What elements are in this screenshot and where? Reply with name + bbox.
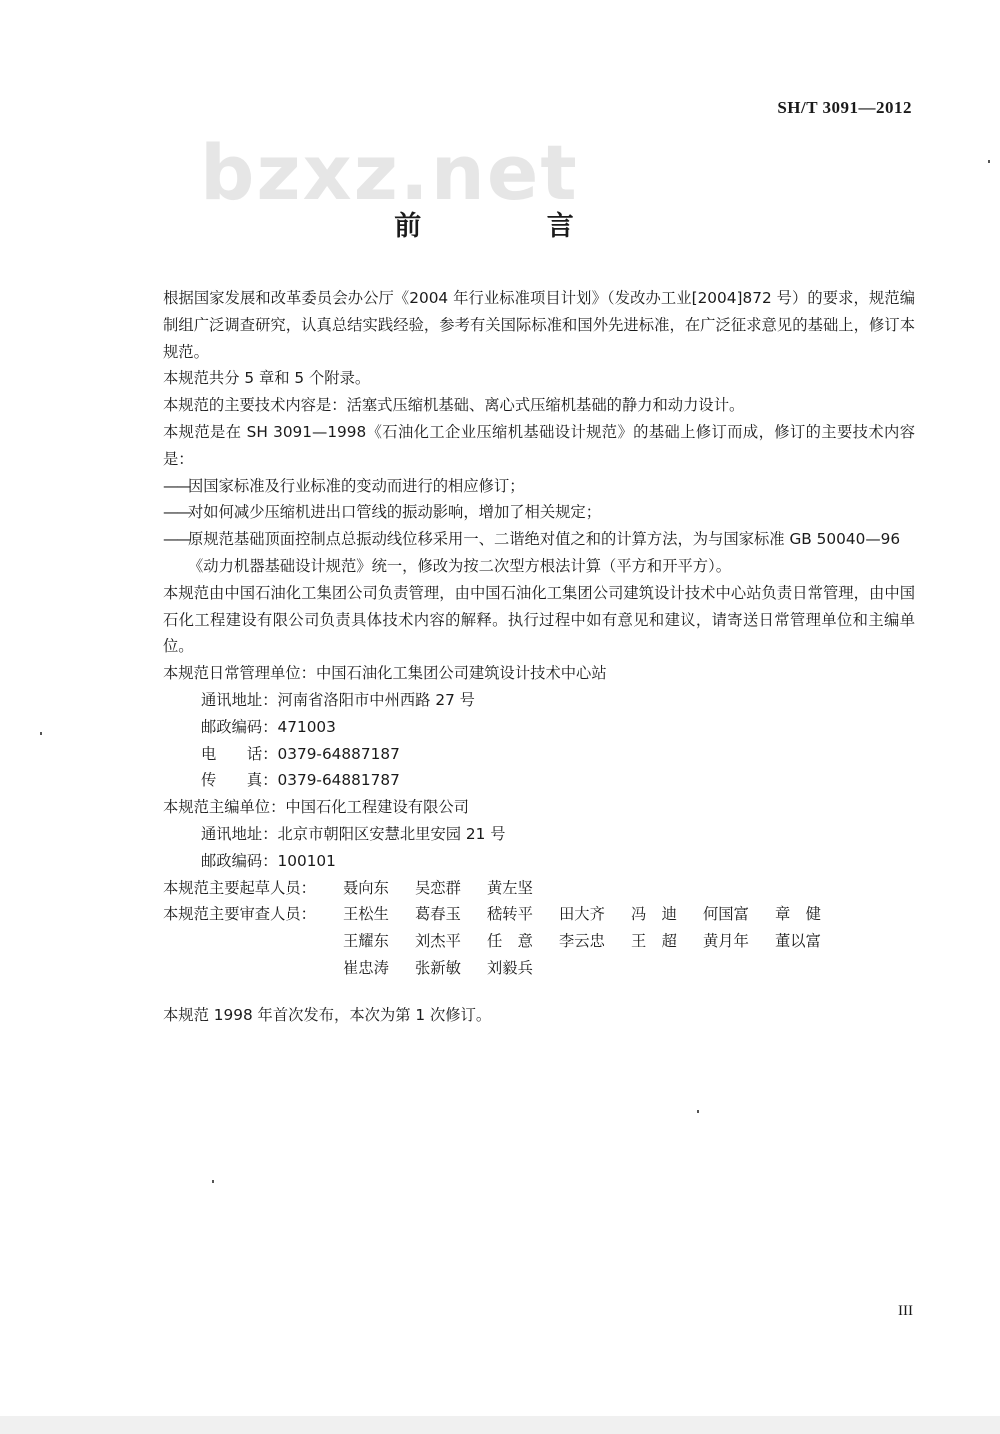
reviewer-name: 葛春玉 [415, 905, 461, 924]
reviewer-name: 董以富 [775, 932, 821, 951]
reviewer-name: 王松生 [343, 905, 389, 924]
drafter-name: 吴恋群 [415, 878, 461, 897]
scan-speck [40, 732, 42, 735]
reviewer-name: 任 意 [487, 932, 533, 951]
scan-speck [697, 1110, 699, 1113]
scan-speck [212, 1180, 214, 1183]
postcode-label: 邮政编码： [201, 851, 278, 870]
postcode-label: 邮政编码： [201, 717, 278, 736]
chief-unit-row [163, 794, 915, 821]
chief-unit-label: 本规范主编单位： [163, 798, 286, 817]
revision-item-text: 因国家标准及行业标准的变动而进行的相应修订； [188, 476, 525, 495]
address-value: 北京市朝阳区安慧北里安园 21 号 [277, 824, 506, 843]
page-bottom-edge [0, 1416, 1000, 1434]
scan-speck [988, 160, 990, 163]
paragraph-plan-basis-text: 根据国家发展和改革委员会办公厅《2004 年行业标准项目计划》（发改办工业[2004]872 号）的要求，规范编制组广泛调查研究，认真总结实践经验，参考有关国际标准和国外先进标准，在广泛征求意见的基础上，修订本规范。 [163, 289, 915, 361]
address-label: 通讯地址： [201, 690, 278, 709]
phone-label: 电 话： [201, 744, 278, 763]
management-unit-row [163, 660, 915, 687]
names-row [343, 955, 915, 982]
reviewers-label: 本规范主要审查人员： [163, 905, 316, 924]
reviewer-name: 李云忠 [559, 932, 605, 951]
revision-item [163, 473, 915, 500]
drafters-label: 本规范主要起草人员： [163, 878, 316, 897]
chief-address-row [163, 821, 915, 848]
page-number: III [898, 1303, 913, 1319]
reviewer-name: 何国富 [703, 905, 749, 924]
preface-body [163, 285, 915, 1029]
names-row [343, 928, 915, 955]
revision-item-text: 对如何减少压缩机进出口管线的振动影响，增加了相关规定； [188, 503, 602, 522]
drafters-list [343, 875, 915, 902]
phone-value: 0379-64887187 [277, 744, 400, 763]
reviewer-name: 王 超 [631, 932, 677, 951]
management-postcode-row [163, 714, 915, 741]
paragraph-management: 本规范由中国石油化工集团公司负责管理，由中国石油化工集团公司建筑设计技术中心站负责日常管理，由中国石化工程建设有限公司负责具体技术内容的解释。执行过程中如有意见和建议，请寄送日常管理单位和主编单位。 [163, 583, 915, 656]
spacer [163, 982, 915, 1002]
revision-item-text: 原规范基础顶面控制点总振动线位移采用一、二谐绝对值之和的计算方法，为与国家标准 GB 50040—96《动力机器基础设计规范》统一，修改为按二次型方根法计算（平方和开平方）。 [188, 530, 901, 575]
drafter-name: 黄左坚 [487, 878, 533, 897]
reviewer-name: 黄月年 [703, 932, 749, 951]
paragraph-structure: 本规范共分 5 章和 5 个附录。 [163, 369, 371, 388]
drafters-row [163, 875, 915, 902]
reviewer-name: 王耀东 [343, 932, 389, 951]
paragraph-plan-basis [163, 285, 915, 365]
watermark: bzxz.net [200, 128, 579, 217]
address-label: 通讯地址： [201, 824, 278, 843]
postcode-value: 100101 [277, 851, 336, 870]
page-title: 前 言 [394, 211, 632, 242]
paragraph-main-content: 本规范的主要技术内容是：活塞式压缩机基础、离心式压缩机基础的静力和动力设计。 [163, 396, 745, 415]
fax-value: 0379-64881787 [277, 771, 400, 790]
management-unit-label: 本规范日常管理单位： [163, 664, 316, 683]
chief-postcode-row [163, 848, 915, 875]
revision-item [163, 499, 915, 526]
names-row [343, 901, 915, 928]
standard-code: SH/T 3091—2012 [777, 98, 912, 117]
management-fax-row [163, 767, 915, 794]
drafter-name: 聂向东 [343, 878, 389, 897]
postcode-value: 471003 [277, 717, 336, 736]
dash-mark: —— [163, 476, 190, 495]
management-phone-row [163, 741, 915, 768]
management-unit-name: 中国石油化工集团公司建筑设计技术中心站 [315, 664, 607, 683]
address-value: 河南省洛阳市中州西路 27 号 [277, 690, 475, 709]
dash-mark: —— [163, 503, 190, 522]
reviewer-name: 章 健 [775, 905, 821, 924]
reviewer-name: 冯 迪 [631, 905, 677, 924]
reviewer-name: 刘杰平 [415, 932, 461, 951]
revision-item [163, 526, 915, 580]
reviewer-name: 张新敏 [415, 958, 461, 977]
reviewer-name: 刘毅兵 [487, 958, 533, 977]
reviewer-name: 嵇转平 [487, 905, 533, 924]
reviewers-row [163, 901, 915, 981]
dash-mark: —— [163, 530, 190, 549]
reviewers-list [343, 901, 915, 981]
reviewer-name: 田大齐 [559, 905, 605, 924]
names-row [343, 875, 915, 902]
release-note: 本规范 1998 年首次发布，本次为第 1 次修订。 [163, 1005, 492, 1024]
reviewer-name: 崔忠涛 [343, 958, 389, 977]
management-address-row [163, 687, 915, 714]
chief-unit-name: 中国石化工程建设有限公司 [285, 798, 469, 817]
paragraph-revision-basis: 本规范是在 SH 3091—1998《石油化工企业压缩机基础设计规范》的基础上修订而成，修订的主要技术内容是： [163, 422, 915, 468]
fax-label: 传 真： [201, 771, 278, 790]
